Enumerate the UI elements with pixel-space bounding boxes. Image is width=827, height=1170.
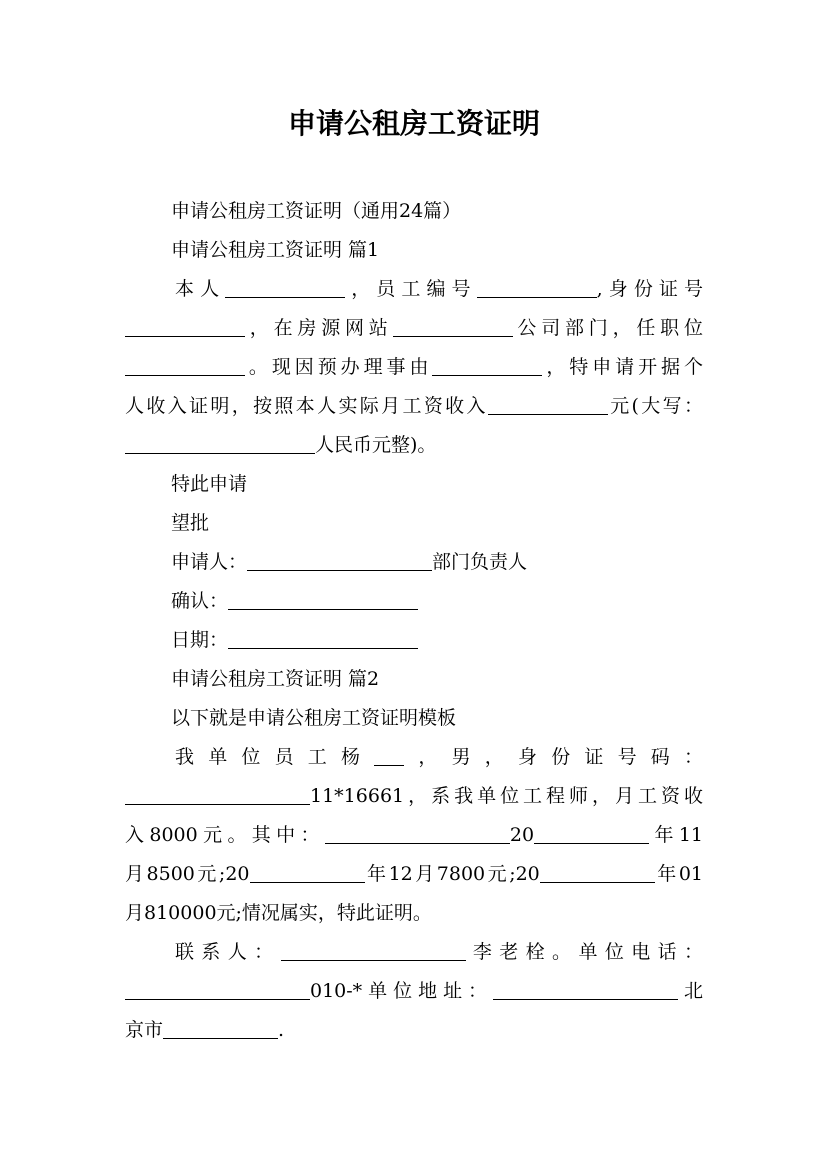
confirm-line — [125, 582, 703, 621]
paragraph-line — [125, 816, 703, 855]
paragraph-line — [125, 270, 703, 309]
closing-approval: 望批 — [171, 512, 210, 534]
text-span: 年12月7800元;20 — [364, 863, 540, 885]
fill-blank — [163, 1016, 278, 1039]
intro-line: 以下就是申请公租房工资证明模板 — [171, 707, 457, 729]
fill-blank — [125, 431, 315, 454]
fill-blank — [488, 392, 608, 415]
paragraph-line — [125, 738, 703, 777]
text-span: ,身份证号 — [596, 278, 703, 300]
confirm-label: 确认： — [171, 590, 229, 612]
fill-blank — [540, 860, 655, 883]
text-span: 11*16661，系我单位工程师，月工资收 — [310, 785, 703, 807]
text-span: ，在房源网站 — [245, 317, 393, 339]
document-title: 申请公租房工资证明 — [287, 107, 540, 140]
text-span: 联系人： — [175, 941, 281, 963]
fill-blank — [125, 977, 310, 1000]
paragraph-line — [125, 387, 703, 426]
paragraph-line — [125, 1011, 703, 1050]
text-span: 人民币元整)。 — [315, 434, 437, 456]
fill-blank — [125, 314, 245, 337]
text-span: 年01 — [654, 863, 704, 885]
text-span: ，男，身份证号码： — [404, 746, 703, 768]
fill-blank — [225, 275, 345, 298]
paragraph-line — [125, 777, 703, 816]
text-span: 本人 — [175, 278, 226, 300]
text-span: 公司部门，任职位 — [512, 317, 703, 339]
fill-blank — [393, 314, 513, 337]
applicant-line — [125, 543, 703, 582]
fill-blank — [477, 275, 597, 298]
text-span: 我单位员工杨 — [175, 746, 375, 768]
subtitle-line: 申请公租房工资证明（通用24篇） — [171, 200, 462, 222]
document-body — [125, 192, 703, 1050]
paragraph-line — [125, 972, 703, 1011]
section-heading-2: 申请公租房工资证明 篇2 — [171, 668, 380, 690]
paragraph-line — [125, 309, 703, 348]
fill-blank — [250, 860, 365, 883]
text-span: 入8000元。其中： — [125, 824, 325, 846]
text-span: 李老栓。单位电话： — [465, 941, 703, 963]
fill-blank — [281, 938, 466, 961]
paragraph-line — [125, 894, 703, 933]
paragraph-2 — [125, 738, 703, 933]
fill-blank — [228, 626, 418, 649]
fill-blank — [374, 743, 404, 766]
dept-head-label: 部门负责人 — [432, 551, 528, 573]
text-span: 人收入证明，按照本人实际月工资收入 — [125, 395, 488, 417]
fill-blank — [125, 782, 310, 805]
paragraph-line — [125, 933, 703, 972]
text-span: 20 — [509, 824, 535, 846]
text-span: 年11 — [649, 824, 703, 846]
paragraph-line — [125, 348, 703, 387]
date-line — [125, 621, 703, 660]
text-span: 月810000元;情况属实，特此证明。 — [125, 902, 432, 924]
closing-request: 特此申请 — [171, 473, 248, 495]
text-span: 010-*单位地址： — [310, 980, 494, 1002]
paragraph-line — [125, 426, 703, 465]
text-span: ，员工编号 — [345, 278, 477, 300]
paragraph-line — [125, 855, 703, 894]
text-span: 京市 — [125, 1019, 164, 1041]
paragraph-3 — [125, 933, 703, 1050]
fill-blank — [432, 353, 542, 376]
text-span: . — [278, 1019, 285, 1041]
text-span: 月8500元;20 — [125, 863, 250, 885]
date-label: 日期： — [171, 629, 229, 651]
text-span: 北 — [678, 980, 703, 1002]
text-span: ，特申请开据个 — [542, 356, 703, 378]
paragraph-1 — [125, 270, 703, 465]
section-heading-1: 申请公租房工资证明 篇1 — [171, 239, 380, 261]
fill-blank — [125, 353, 245, 376]
fill-blank — [534, 821, 649, 844]
applicant-label: 申请人： — [171, 551, 248, 573]
fill-blank — [493, 977, 678, 1000]
fill-blank — [247, 548, 432, 571]
text-span: 元(大写： — [607, 395, 703, 417]
fill-blank — [325, 821, 510, 844]
fill-blank — [228, 587, 418, 610]
text-span: 。现因预办理事由 — [245, 356, 433, 378]
